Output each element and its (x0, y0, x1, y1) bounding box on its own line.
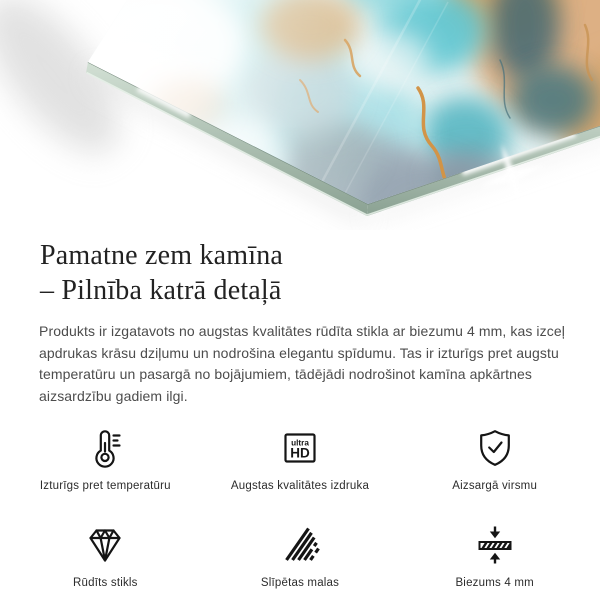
feature-protects-surface (397, 425, 592, 492)
feature-label: Rūdīts stikls (73, 577, 138, 589)
page-title-line1: Pamatne zem kamīna (40, 240, 284, 271)
feature-label: Biezums 4 mm (455, 577, 534, 589)
svg-text:ultra: ultra (291, 438, 309, 448)
page-title-line2: – Pilnība katrā detaļā (40, 275, 282, 306)
thermometer-icon (83, 425, 127, 471)
feature-heat-resistant (8, 425, 203, 492)
features-grid (8, 425, 592, 589)
feature-polished-edges (203, 522, 398, 589)
hero-image (0, 0, 600, 230)
feature-label: Augstas kvalitātes izdruka (230, 480, 370, 492)
product-description: Produkts ir izgatavots no augstas kvalitātes rūdīta stikla ar biezumu 4 mm, kas izceļ apdrukas krāsu dziļumu un nodrošina elegantu spīdumu. Tas ir izturīgs pret augstu temperatūru un pasargā no bojājumiem, tādējādi nodrošinot kamīna apkārtnes aizsardzību gadiem ilgi. (39, 323, 565, 404)
feature-label: Izturīgs pret temperatūru (39, 480, 171, 492)
feature-label: Aizsargā virsmu (452, 480, 538, 492)
thickness-icon (473, 522, 517, 568)
feature-label: Slīpētas malas (260, 577, 340, 589)
feature-tempered-glass (8, 522, 203, 589)
ultra-hd-icon (278, 425, 322, 471)
shield-check-icon (473, 425, 517, 471)
feature-thickness-4mm (397, 522, 592, 589)
polished-edges-icon (278, 522, 322, 568)
diamond-icon (83, 522, 127, 568)
svg-text:HD: HD (290, 445, 310, 461)
page-title (40, 238, 600, 308)
feature-ultra-hd-print (203, 425, 398, 492)
